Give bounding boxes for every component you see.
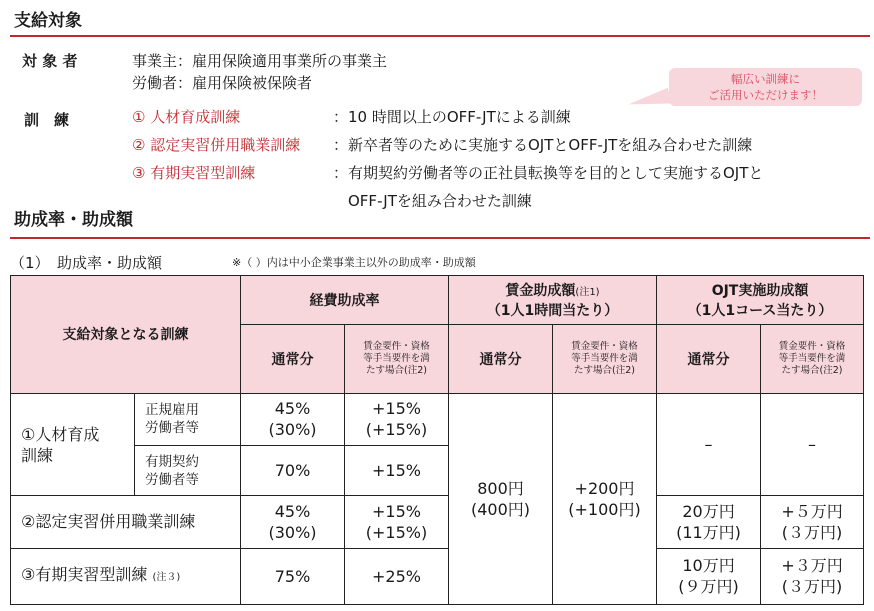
header-ojt-title: OJT実施助成額 <box>711 283 809 300</box>
training-1-name: ① 人材育成訓練 <box>132 108 241 126</box>
training-3-name: ③ 有期実習型訓練 <box>132 164 256 182</box>
row3-name-cell <box>11 548 241 604</box>
row3-note: (注３) <box>152 572 181 584</box>
subsidy-table <box>10 275 864 605</box>
header-wage-normal: 通常分 <box>449 325 553 393</box>
row3-name: ③有期実習型訓練 <box>21 565 148 585</box>
header-expense-rate: 経費助成率 <box>241 276 449 325</box>
header-expense-extra <box>345 325 449 393</box>
training-label: 訓 練 <box>24 111 70 129</box>
training-1-desc: ：10 時間以上のOFF-JTによる訓練 <box>333 108 571 126</box>
row2-ojt: 20万円 (11万円) <box>657 496 761 548</box>
bubble-tail <box>627 88 671 112</box>
header-wage-title: 賃金助成額 <box>505 283 576 300</box>
header-ojt-extra-note: (注2) <box>819 365 843 376</box>
wage-extra: +200円 (+100円) <box>553 393 657 604</box>
training-2-desc: ：新卒者等のために実施するOJTとOFF-JTを組み合わせた訓練 <box>333 136 753 154</box>
row1b-sub: 有期契約 労働者等 <box>135 446 241 496</box>
section-title-eligibility: 支給対象 <box>14 11 82 31</box>
header-wage-sub: （1人1時間当たり） <box>486 303 619 320</box>
target-label: 対 象 者 <box>22 52 78 70</box>
row1a-sub: 正規雇用 労働者等 <box>135 393 241 445</box>
row2-expense: 45% (30%) <box>241 496 345 548</box>
row1-name: ①人材育成 訓練 <box>11 393 135 496</box>
header-ojt-extra <box>761 325 864 393</box>
header-target-training: 支給対象となる訓練 <box>11 276 241 394</box>
row1a-expense: 45% (30%) <box>241 393 345 445</box>
row1b-expense: 70% <box>241 446 345 496</box>
row1-ojt-extra: – <box>761 393 864 496</box>
row2-expense-extra: +15% (+15%) <box>345 496 449 548</box>
section-divider <box>10 35 870 37</box>
training-3-desc-cont: OFF-JTを組み合わせた訓練 <box>348 192 532 210</box>
row3-ojt-extra: +３万円 (３万円) <box>761 548 864 604</box>
header-expense-normal: 通常分 <box>241 325 345 393</box>
row2-ojt-extra: +５万円 (３万円) <box>761 496 864 548</box>
table-note: ※（ ）内は中小企業事業主以外の助成率・助成額 <box>232 256 476 269</box>
header-ojt-subsidy <box>657 276 864 325</box>
row1a-expense-extra: +15% (+15%) <box>345 393 449 445</box>
row1b-expense-extra: +15% <box>345 446 449 496</box>
header-wage-note: (注1) <box>575 287 600 299</box>
target-employer: 事業主：雇用保険適用事業所の事業主 <box>132 52 388 70</box>
row3-expense: 75% <box>241 548 345 604</box>
section-divider-2 <box>10 237 870 239</box>
section-title-rates: 助成率・助成額 <box>14 210 133 230</box>
row3-ojt: 10万円 (９万円) <box>657 548 761 604</box>
header-wage-extra-note: (注2) <box>612 365 635 376</box>
header-ojt-extra-text: 賃金要件・資格 等手当要件を満 たす場合 <box>778 341 846 376</box>
header-ojt-sub: （1人1コース当たり） <box>687 303 833 320</box>
header-expense-extra-text: 賃金要件・資格 等手当要件を満 たす場合 <box>363 341 430 376</box>
wage-normal: 800円 (400円) <box>449 393 553 604</box>
header-expense-extra-note: (注2) <box>404 365 427 376</box>
header-wage-extra-text: 賃金要件・資格 等手当要件を満 たす場合 <box>571 341 638 376</box>
header-wage-extra <box>553 325 657 393</box>
table-subtitle: （1） 助成率・助成額 <box>10 254 163 272</box>
callout-bubble: 幅広い訓練に ご活用いただけます！ <box>669 68 862 106</box>
header-ojt-normal: 通常分 <box>657 325 761 393</box>
training-3-desc: ：有期契約労働者等の正社員転換等を目的として実施するOJTと <box>333 164 764 182</box>
row2-name: ②認定実習併用職業訓練 <box>11 496 241 548</box>
header-wage-subsidy <box>449 276 657 325</box>
target-worker: 労働者：雇用保険被保険者 <box>132 74 313 92</box>
row1-ojt: – <box>657 393 761 496</box>
training-2-name: ② 認定実習併用職業訓練 <box>132 136 301 154</box>
row3-expense-extra: +25% <box>345 548 449 604</box>
